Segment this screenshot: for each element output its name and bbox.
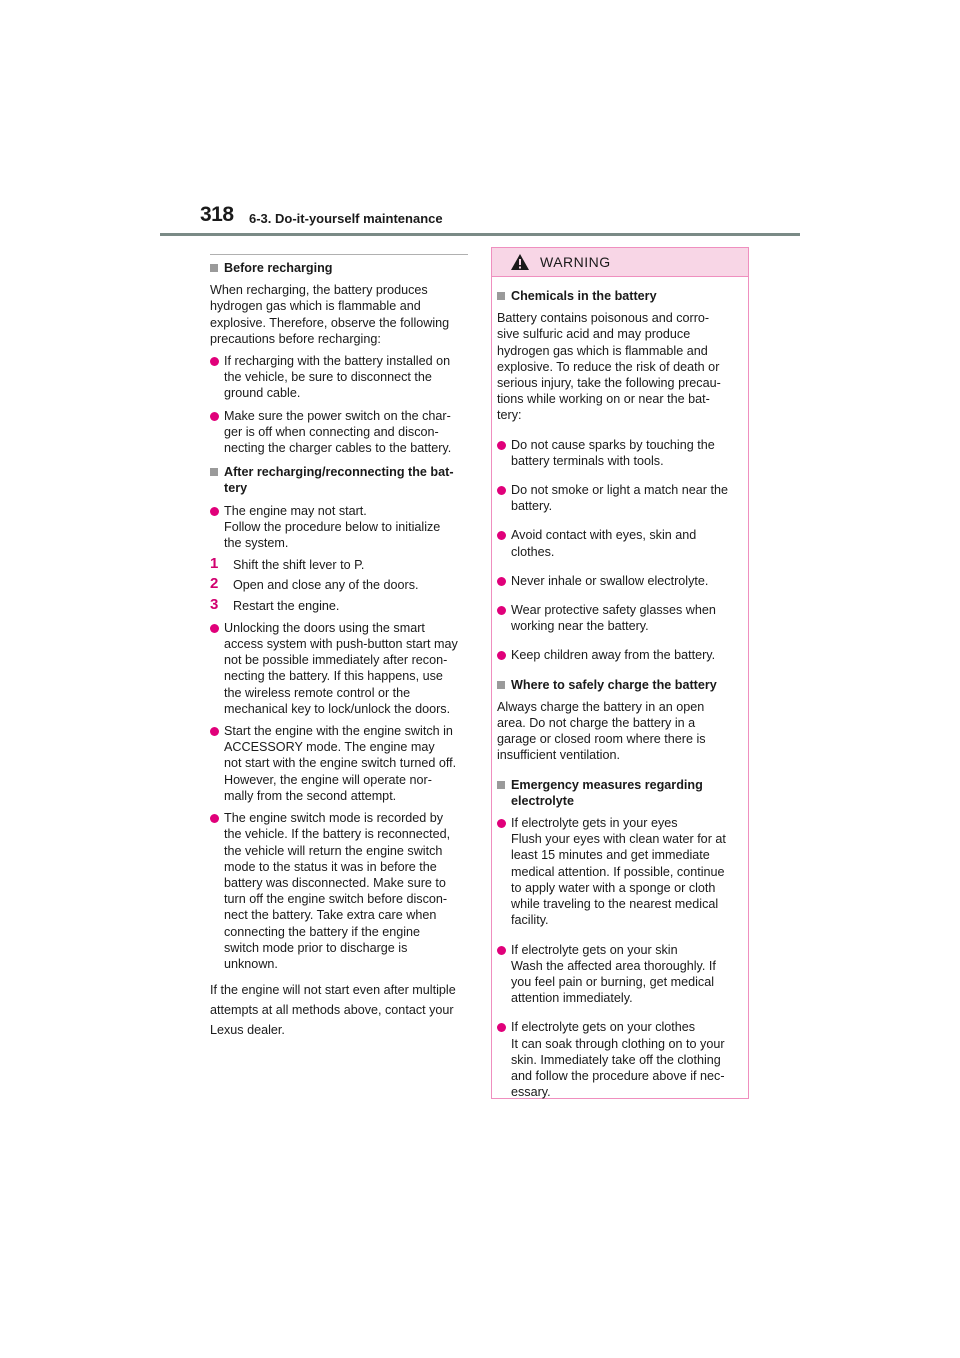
text-line: hydrogen gas which is flammable and <box>497 343 708 358</box>
text-line: Emergency measures regarding <box>511 777 703 792</box>
closing-paragraph <box>210 980 468 1040</box>
section-title: 6-3. Do-it-yourself maintenance <box>249 211 443 226</box>
text-line: Do not smoke or light a match near the <box>511 483 729 498</box>
before-bullet <box>210 408 468 457</box>
text-line: Wear protective safety glasses when <box>511 603 716 618</box>
heading-safe-charge: Where to safely charge the battery <box>497 677 742 693</box>
text-line: essary. <box>511 1085 551 1100</box>
heading-square-icon <box>497 292 505 300</box>
header-rule <box>160 233 800 236</box>
chemicals-bullet <box>497 647 742 663</box>
bullet-dot-icon <box>497 819 506 828</box>
text-line: you feel pain or burning, get medical <box>511 974 715 989</box>
text-line: tions while working on or near the bat- <box>497 392 710 407</box>
text-line: Keep children away from the battery. <box>511 648 716 663</box>
text-line: the wireless remote control or the <box>224 685 411 700</box>
bullet-dot-icon <box>497 577 506 586</box>
emergency-bullet <box>497 1019 742 1100</box>
after-bullet-1 <box>210 503 468 552</box>
text-line: switch mode prior to discharge is <box>224 940 408 955</box>
text-line: ACCESSORY mode. The engine may <box>224 740 435 755</box>
text-line: connecting the battery if the engine <box>224 924 421 939</box>
text-line: not be possible immediately after recon- <box>224 653 448 668</box>
heading-chemicals: Chemicals in the battery <box>497 288 742 304</box>
chemicals-bullet <box>497 602 742 634</box>
heading-emergency <box>497 777 742 809</box>
step-number: 3 <box>210 595 219 613</box>
text-line: serious injury, take the following precau- <box>497 376 721 391</box>
bullet-dot-icon <box>497 606 506 615</box>
text-line: attempts at all methods above, contact your <box>210 1003 454 1018</box>
step-text: Shift the shift lever to P. <box>233 558 365 573</box>
step-number: 1 <box>210 555 219 573</box>
text-line: tery <box>224 481 248 496</box>
safe-charge-text <box>497 699 742 764</box>
text-line: Battery contains poisonous and corro- <box>497 311 710 326</box>
text-line: If electrolyte gets in your eyes <box>511 816 678 831</box>
text-line: If the engine will not start even after multiple <box>210 983 456 998</box>
text-line: Wash the affected area thoroughly. If <box>511 958 716 973</box>
text-line: to apply water with a sponge or cloth <box>511 880 716 895</box>
chemicals-bullets <box>497 437 742 664</box>
text-line: insufficient ventilation. <box>497 748 620 763</box>
bullet-dot-icon <box>210 814 219 823</box>
text-line: precautions before recharging: <box>210 331 381 346</box>
emergency-bullet <box>497 942 742 1007</box>
text-line: area. Do not charge the battery in a <box>497 716 696 731</box>
bullet-dot-icon <box>210 727 219 736</box>
text-line: explosive. Therefore, observe the following <box>210 315 450 330</box>
step-item <box>210 557 468 573</box>
text-line: Always charge the battery in an open <box>497 699 705 714</box>
warning-title: WARNING <box>540 254 611 270</box>
text-line: the vehicle, be sure to disconnect the <box>224 370 432 385</box>
text-line: nect the battery. Take extra care when <box>224 908 437 923</box>
step-text: Open and close any of the doors. <box>233 578 419 593</box>
text-line: hydrogen gas which is flammable and <box>210 299 421 314</box>
text-line: The engine switch mode is recorded by <box>224 811 444 826</box>
text-line: while traveling to the nearest medical <box>511 897 719 912</box>
chemicals-bullet <box>497 437 742 469</box>
before-bullets <box>210 353 468 456</box>
text-line: ger is off when connecting and discon- <box>224 424 439 439</box>
after-bullet-3 <box>210 723 468 804</box>
bullet-dot-icon <box>497 486 506 495</box>
text-line: necting the charger cables to the battery. <box>224 441 452 456</box>
text-line: mally from the second attempt. <box>224 788 397 803</box>
page-number: 318 <box>200 203 234 226</box>
chemicals-bullet <box>497 573 742 589</box>
text-line: not start with the engine switch turned off. <box>224 756 457 771</box>
text-line: turn off the engine switch before discon- <box>224 892 448 907</box>
text-line: attention immediately. <box>511 991 633 1006</box>
warning-header <box>492 248 748 277</box>
after-bullet-4 <box>210 810 468 972</box>
left-column <box>210 254 468 1046</box>
text-line: mode to the status it was in before the <box>224 859 437 874</box>
bullet-dot-icon <box>210 624 219 633</box>
text-line: electrolyte <box>511 793 574 808</box>
text-line: Do not cause sparks by touching the <box>511 437 715 452</box>
steps-list <box>210 557 468 614</box>
emergency-bullet <box>497 815 742 928</box>
text-line: ground cable. <box>224 386 301 401</box>
heading-square-icon <box>210 264 218 272</box>
heading-square-icon <box>497 781 505 789</box>
text-line: Lexus dealer. <box>210 1023 285 1038</box>
warning-triangle-icon <box>510 253 530 271</box>
text-line: access system with push-button start may <box>224 637 458 652</box>
text-line: The engine may not start. <box>224 503 367 518</box>
page-header <box>0 0 960 240</box>
text-line: battery was disconnected. Make sure to <box>224 875 446 890</box>
text-line: Start the engine with the engine switch in <box>224 724 453 739</box>
text-line: tery: <box>497 408 522 423</box>
text-line: If electrolyte gets on your clothes <box>511 1020 696 1035</box>
bullet-dot-icon <box>210 412 219 421</box>
text-line: necting the battery. If this happens, use <box>224 669 443 684</box>
text-line: sive sulfuric acid and may produce <box>497 327 691 342</box>
text-line: Unlocking the doors using the smart <box>224 620 425 635</box>
text-line: explosive. To reduce the risk of death or <box>497 359 720 374</box>
chemicals-intro <box>497 310 742 423</box>
heading-before-recharging: Before recharging <box>210 260 468 276</box>
warning-box <box>491 247 749 1099</box>
text-line: the vehicle. If the battery is reconnected, <box>224 827 451 842</box>
text-line: However, the engine will operate nor- <box>224 772 432 787</box>
step-number: 2 <box>210 575 219 593</box>
text-line: the system. <box>224 536 289 551</box>
text-line: working near the battery. <box>511 619 649 634</box>
text-line: garage or closed room where there is <box>497 732 706 747</box>
text-line: battery terminals with tools. <box>511 453 664 468</box>
after-bullet-2 <box>210 620 468 717</box>
text-line: When recharging, the battery produces <box>210 283 428 298</box>
text-line: medical attention. If possible, continue <box>511 864 725 879</box>
text-line: least 15 minutes and get immediate <box>511 848 710 863</box>
chemicals-bullet <box>497 482 742 514</box>
text-line: the vehicle will return the engine switch <box>224 843 443 858</box>
text-line: Never inhale or swallow electrolyte. <box>511 573 709 588</box>
text-line: and follow the procedure above if nec- <box>511 1068 725 1083</box>
chemicals-bullet <box>497 527 742 559</box>
bullet-dot-icon <box>497 651 506 660</box>
emergency-bullets <box>497 815 742 1100</box>
bullet-dot-icon <box>210 507 219 516</box>
text-line: It can soak through clothing on to your <box>511 1036 725 1051</box>
bullet-dot-icon <box>497 946 506 955</box>
bullet-dot-icon <box>210 357 219 366</box>
warning-body <box>492 277 748 1100</box>
text-line: If electrolyte gets on your skin <box>511 942 678 957</box>
bullet-dot-icon <box>497 441 506 450</box>
text-line: facility. <box>511 913 549 928</box>
text-line: clothes. <box>511 544 555 559</box>
text-line: Make sure the power switch on the char- <box>224 408 451 423</box>
heading-square-icon <box>210 468 218 476</box>
heading-after-recharging <box>210 464 468 496</box>
step-item <box>210 577 468 593</box>
text-line: mechanical key to lock/unlock the doors. <box>224 701 451 716</box>
text-line: battery. <box>511 499 553 514</box>
step-text: Restart the engine. <box>233 598 340 613</box>
bullet-dot-icon <box>497 531 506 540</box>
text-line: unknown. <box>224 956 278 971</box>
text-line: After recharging/reconnecting the bat- <box>224 465 454 480</box>
step-item <box>210 595 468 614</box>
text-line: Follow the procedure below to initialize <box>224 519 441 534</box>
text-line: Avoid contact with eyes, skin and <box>511 528 697 543</box>
text-line: If recharging with the battery installed on <box>224 354 451 369</box>
heading-square-icon <box>497 681 505 689</box>
text-line: skin. Immediately take off the clothing <box>511 1052 721 1067</box>
text-line: Flush your eyes with clean water for at <box>511 832 726 847</box>
bullet-dot-icon <box>497 1023 506 1032</box>
before-bullet <box>210 353 468 402</box>
before-intro <box>210 282 468 347</box>
